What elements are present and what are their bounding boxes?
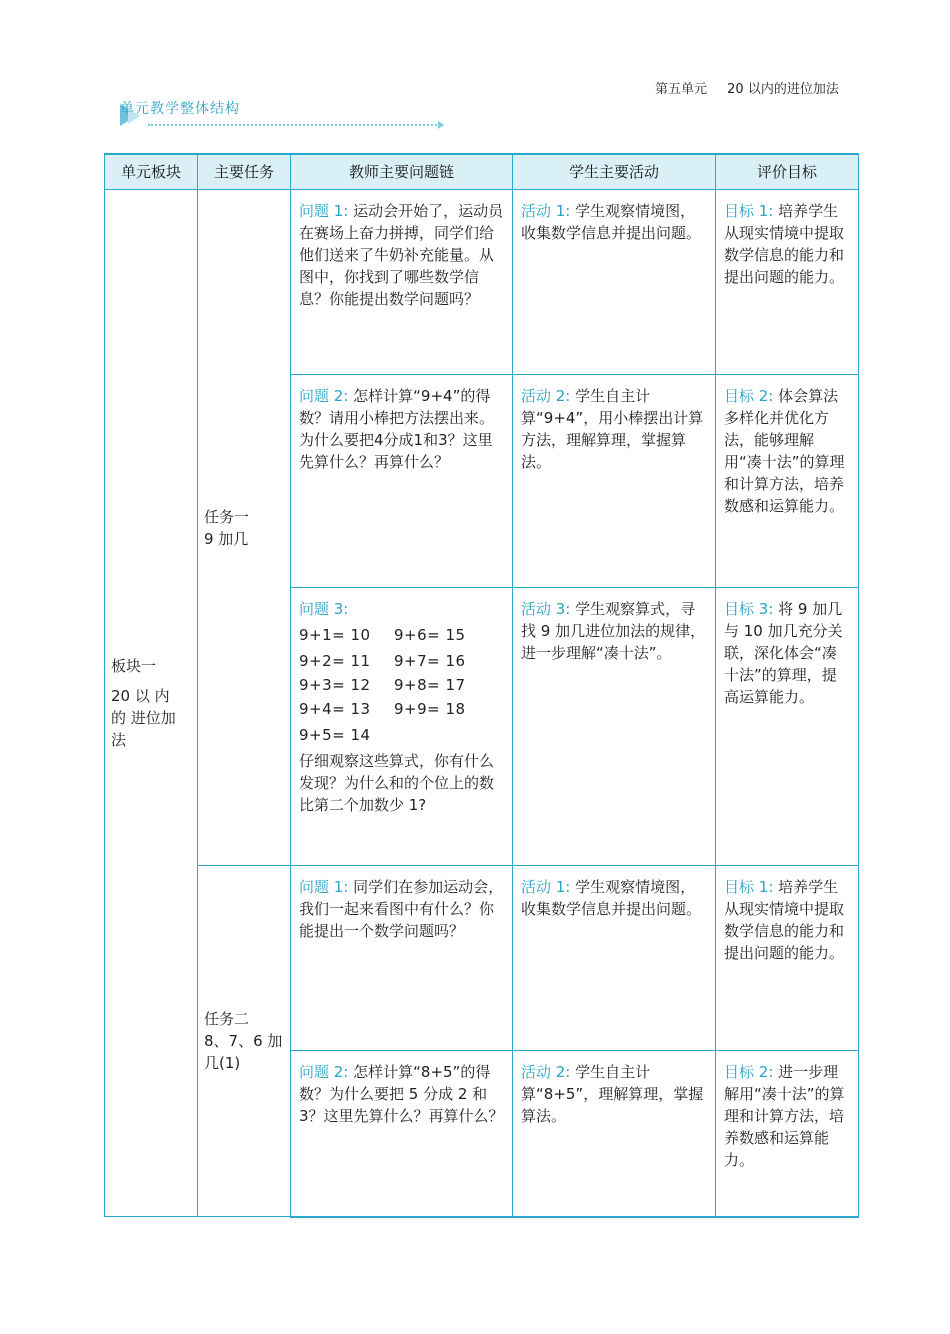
- activity-text: 学生观察算式，寻找 9 加几进位加法的规律，进一步理解“凑十法”。: [521, 600, 706, 662]
- equation: 9+2= 11: [299, 652, 371, 670]
- activity-tag: 活动 2:: [521, 1063, 571, 1081]
- activity-cell: [513, 866, 716, 1051]
- equation: 9+3= 12: [299, 676, 371, 694]
- block-cell: [105, 190, 198, 1217]
- task-cell: [198, 190, 291, 866]
- col-header-question: 教师主要问题链: [291, 154, 513, 190]
- block-topic-3: 法: [111, 731, 127, 749]
- activity-tag: 活动 1:: [521, 878, 571, 896]
- equation: 9+4= 13: [299, 700, 371, 718]
- task-name: 任务二: [204, 1010, 250, 1028]
- equation: 9+6= 15: [394, 626, 466, 644]
- question-tag: 问题 1:: [299, 202, 349, 220]
- activity-cell: [513, 1051, 716, 1217]
- col-header-activity: 学生主要活动: [513, 154, 716, 190]
- block-topic-2: 的 进位加: [111, 709, 176, 727]
- block-name: 板块一: [111, 657, 157, 675]
- goal-cell: [716, 588, 859, 866]
- block-topic-1: 20 以 内: [111, 687, 170, 705]
- question-tag: 问题 1:: [299, 878, 349, 896]
- col-header-goal: 评价目标: [716, 154, 859, 190]
- question-text: 仔细观察这些算式，你有什么发现？为什么和的个位上的数比第二个加数少 1?: [299, 752, 495, 814]
- question-text: 同学们在参加运动会，我们一起来看图中有什么？你能提出一个数学问题吗？: [299, 878, 504, 940]
- equation: 9+8= 17: [394, 676, 466, 694]
- goal-text: 体会算法多样化并优化方法，能够理解用“凑十法”的算理和计算方法，培养数感和运算能力。: [724, 387, 845, 515]
- activity-cell: [513, 190, 716, 375]
- goal-tag: 目标 1:: [724, 878, 774, 896]
- task-cell: [198, 866, 291, 1217]
- equation-line: [299, 698, 504, 720]
- question-text: 运动会开始了，运动员在赛场上奋力拼搏，同学们给他们送来了牛奶补充能量。从图中，你找到了哪些数学信息？你能提出数学问题吗？: [299, 202, 504, 308]
- goal-text: 培养学生从现实情境中提取数学信息的能力和提出问题的能力。: [724, 878, 845, 962]
- goal-text: 将 9 加几与 10 加几充分关联，深化体会“凑十法”的算理，提高运算能力。: [724, 600, 843, 706]
- section-title-label: 单元教学整体结构: [120, 101, 240, 117]
- question-cell: [291, 190, 513, 375]
- question-tag: 问题 3:: [299, 600, 349, 618]
- activity-cell: [513, 375, 716, 588]
- question-cell: [291, 1051, 513, 1217]
- goal-tag: 目标 3:: [724, 600, 774, 618]
- equation-line: [299, 624, 504, 646]
- col-header-task: 主要任务: [198, 154, 291, 190]
- section-title: [118, 98, 328, 132]
- question-tag: 问题 2:: [299, 387, 349, 405]
- goal-tag: 目标 1:: [724, 202, 774, 220]
- goal-text: 培养学生从现实情境中提取数学信息的能力和提出问题的能力。: [724, 202, 845, 286]
- unit-structure-table: [104, 153, 859, 1218]
- activity-text: 学生自主计算“8+5”，理解算理，掌握算法。: [521, 1063, 704, 1125]
- equation-line: [299, 674, 504, 696]
- goal-cell: [716, 190, 859, 375]
- page-header: [655, 78, 858, 97]
- activity-text: 学生观察情境图，收集数学信息并提出问题。: [521, 202, 702, 242]
- activity-tag: 活动 1:: [521, 202, 571, 220]
- equation: 9+9= 18: [394, 700, 466, 718]
- table-row: [105, 866, 859, 1051]
- goal-tag: 目标 2:: [724, 1063, 774, 1081]
- goal-cell: [716, 866, 859, 1051]
- table-header-row: [105, 154, 859, 190]
- goal-tag: 目标 2:: [724, 387, 774, 405]
- col-header-block: 单元板块: [105, 154, 198, 190]
- activity-cell: [513, 588, 716, 866]
- task-sub: 8、7、6 加几(1): [204, 1032, 283, 1072]
- question-cell: [291, 375, 513, 588]
- question-text: 怎样计算“8+5”的得数？为什么要把 5 分成 2 和 3？这里先算什么？再算什么？: [299, 1063, 504, 1125]
- equation: 9+7= 16: [394, 652, 466, 670]
- equation: 9+5= 14: [299, 726, 371, 744]
- equation: 9+1= 10: [299, 626, 371, 644]
- question-cell: [291, 866, 513, 1051]
- divider-arrow-icon: [438, 121, 444, 129]
- task-name: 任务一: [204, 507, 250, 526]
- goal-text: 进一步理解用“凑十法”的算理和计算方法，培养数感和运算能力。: [724, 1063, 845, 1169]
- question-cell: [291, 588, 513, 866]
- activity-tag: 活动 2:: [521, 387, 571, 405]
- chapter-title: 20 以内的进位加法: [727, 82, 839, 97]
- table-row: [105, 190, 859, 375]
- activity-text: 学生自主计算“9+4”，用小棒摆出计算方法，理解算理，掌握算法。: [521, 387, 704, 471]
- question-text: 怎样计算“9+4”的得数？请用小棒把方法摆出来。为什么要把4分成1和3？这里先算什么？再算什么？: [299, 387, 495, 471]
- equation-line: [299, 724, 504, 746]
- question-tag: 问题 2:: [299, 1063, 349, 1081]
- activity-text: 学生观察情境图，收集数学信息并提出问题。: [521, 878, 702, 918]
- task-sub: 9 加几: [204, 529, 249, 548]
- chapter-label: 第五单元: [655, 82, 708, 97]
- goal-cell: [716, 375, 859, 588]
- dotted-divider: [148, 124, 440, 126]
- activity-tag: 活动 3:: [521, 600, 571, 618]
- equation-line: [299, 650, 504, 672]
- goal-cell: [716, 1051, 859, 1217]
